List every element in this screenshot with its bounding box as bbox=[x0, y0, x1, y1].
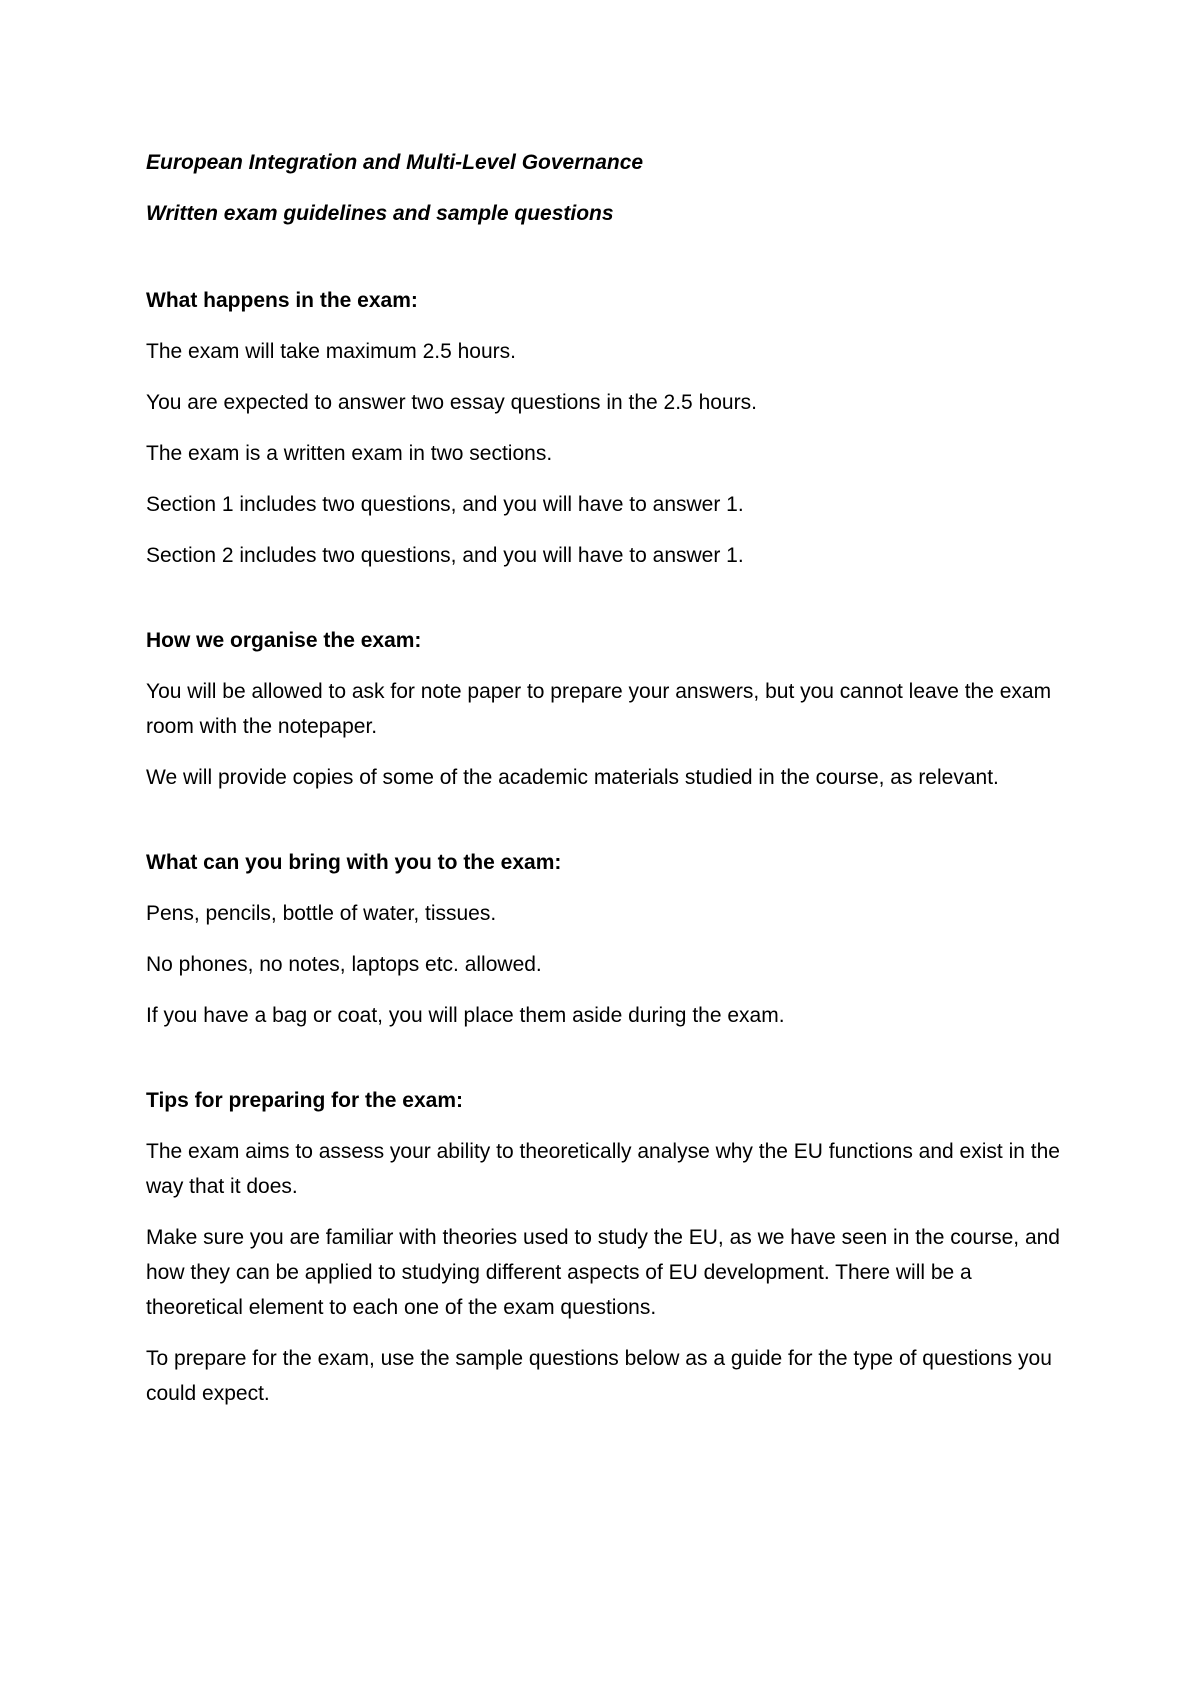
paragraph: If you have a bag or coat, you will place them aside during the exam. bbox=[146, 1004, 785, 1027]
paragraph: You will be allowed to ask for note paper to prepare your answers, but you cannot leave the exam room with the notepaper. bbox=[146, 680, 1052, 738]
paragraph: The exam will take maximum 2.5 hours. bbox=[146, 340, 516, 363]
paragraph: To prepare for the exam, use the sample questions below as a guide for the type of questions you could expect. bbox=[146, 1347, 1052, 1405]
paragraph: The exam aims to assess your ability to theoretically analyse why the EU functions and exist in the way that it does. bbox=[146, 1140, 1060, 1198]
paragraph: No phones, no notes, laptops etc. allowed. bbox=[146, 953, 542, 976]
section-heading: Tips for preparing for the exam: bbox=[146, 1089, 463, 1112]
spacer bbox=[146, 1049, 1066, 1083]
spacer bbox=[146, 589, 1066, 623]
section-preparation-tips bbox=[146, 1083, 1066, 1411]
document-subtitle: Written exam guidelines and sample questions bbox=[146, 202, 614, 225]
paragraph: Section 2 includes two questions, and you will have to answer 1. bbox=[146, 544, 744, 567]
paragraph: The exam is a written exam in two sections. bbox=[146, 442, 553, 465]
paragraph: We will provide copies of some of the academic materials studied in the course, as relevant. bbox=[146, 766, 999, 789]
section-heading: How we organise the exam: bbox=[146, 629, 422, 652]
section-exam-overview bbox=[146, 283, 1066, 573]
spacer bbox=[146, 811, 1066, 845]
spacer bbox=[146, 247, 1066, 283]
section-heading: What can you bring with you to the exam: bbox=[146, 851, 562, 874]
paragraph: Section 1 includes two questions, and you will have to answer 1. bbox=[146, 493, 744, 516]
section-what-to-bring bbox=[146, 845, 1066, 1033]
section-exam-organisation bbox=[146, 623, 1066, 795]
document-body bbox=[146, 145, 1066, 1427]
paragraph: Pens, pencils, bottle of water, tissues. bbox=[146, 902, 497, 925]
paragraph: You are expected to answer two essay questions in the 2.5 hours. bbox=[146, 391, 757, 414]
paragraph: Make sure you are familiar with theories used to study the EU, as we have seen in the course, and how they can be applied to studying different aspects of EU development. There will be a theoretical element to each one of the exam questions. bbox=[146, 1226, 1060, 1319]
document-title: European Integration and Multi-Level Governance bbox=[146, 151, 644, 174]
section-heading: What happens in the exam: bbox=[146, 289, 418, 312]
